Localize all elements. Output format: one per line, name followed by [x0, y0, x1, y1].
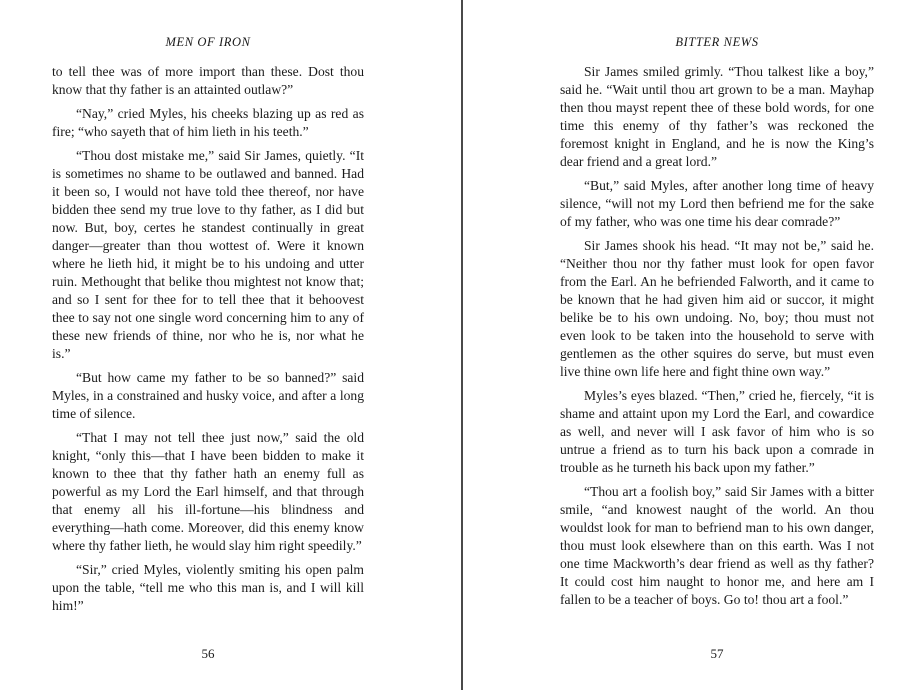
- left-paragraph-5: “That I may not tell thee just now,” said the old knight, “only this—that I have been bidden to make it known to thee that thy father hath an enemy full as powerful as my Lord the Earl himself, and that through that enemy all his ill-fortune—his blindness and everything—hath come. Moreover, did this enemy know where thy father lieth, he would slay him right speedily.”: [52, 430, 364, 553]
- right-paragraph-3: Sir James shook his head. “It may not be,” said he. “Neither thou nor thy father must look for open favor from the Earl. An he befriended Falworth, and it came to be known that he had given him aid or succor, it might belike be to his own undoing. No, boy; thou must not even look to be taken into the household to serve with gentlemen as the other squires do serve, but must even live thine own life here and fight thine own way.”: [560, 238, 874, 379]
- left-paragraph-3: “Thou dost mistake me,” said Sir James, quietly. “It is sometimes no shame to be outlawed and banned. Had it been so, I would not have told thee thereof, nor have bidden thee send my true love to thy father, as I did but now. But, boy, certes he standest continually in great danger—greater than thou wottest of. Were it known where he lieth hid, it might be to his undoing and utter ruin. Methought that belike thou mightest not know that; and so I sent for thee for to tell thee that it behoovest thee to say not one single word concerning him to any of these new friends of thine, nor who he is, nor what he is.”: [52, 148, 364, 361]
- right-page-number: 57: [710, 646, 724, 661]
- left-paragraph-4: “But how came my father to be so banned?” said Myles, in a constrained and husky voice, and after a long time of silence.: [52, 370, 364, 421]
- right-page: [560, 0, 874, 690]
- left-paragraph-6: “Sir,” cried Myles, violently smiting his open palm upon the table, “tell me who this man is, and I will kill him!”: [52, 562, 364, 613]
- left-paragraph-1: to tell thee was of more import than these. Dost thou know that thy father is an attainted outlaw?”: [52, 64, 364, 97]
- right-paragraph-2: “But,” said Myles, after another long time of heavy silence, “will not my Lord then befriend me for the sake of my father, who was one time his dear comrade?”: [560, 178, 874, 229]
- gutter-divider: [461, 0, 463, 690]
- right-text-block: [560, 63, 874, 615]
- left-page-number: 56: [201, 646, 215, 661]
- left-text-block: [52, 63, 364, 621]
- right-paragraph-1: Sir James smiled grimly. “Thou talkest like a boy,” said he. “Wait until thou art grown to be a man. Mayhap then thou mayst repent thee of these bold words, for one time this enemy of thy father’s was reckoned the foremost knight in England, and he is now the King’s dear friend and a great lord.”: [560, 64, 874, 169]
- right-paragraph-5: “Thou art a foolish boy,” said Sir James with a bitter smile, “and knowest naught of the world. An thou wouldst look for man to befriend man to his own danger, thou must look elsewhere than on this earth. Was I not one time Mackworth’s dear friend as well as thy father? It could cost him naught to honor me, and here am I fallen to be a teacher of boys. Go to! thou art a fool.”: [560, 484, 874, 607]
- left-page: [52, 0, 364, 690]
- right-running-head: BITTER NEWS: [675, 35, 759, 49]
- left-paragraph-2: “Nay,” cried Myles, his cheeks blazing up as red as fire; “who sayeth that of him lieth in his teeth.”: [52, 106, 364, 139]
- right-paragraph-4: Myles’s eyes blazed. “Then,” cried he, fiercely, “it is shame and attaint upon my Lord the Earl, and cowardice as well, and never will I ask favor of him who is so untrue a friend as to turn his back upon a comrade in trouble as he turneth his back upon my father.”: [560, 388, 874, 475]
- left-running-head: MEN OF IRON: [165, 35, 251, 49]
